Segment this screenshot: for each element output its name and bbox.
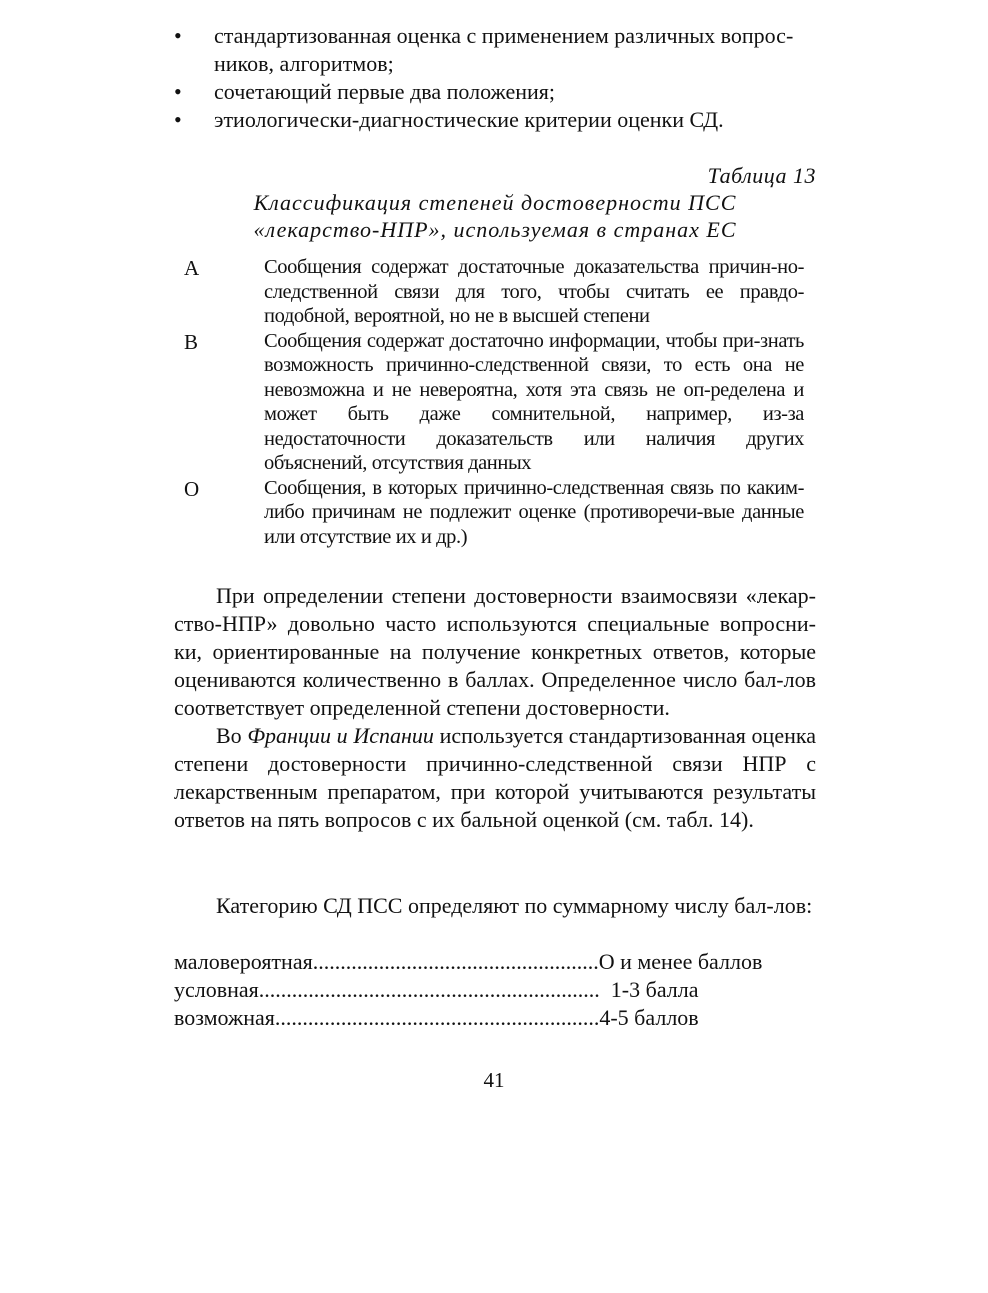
classification-table (184, 255, 804, 549)
paragraph-text: используется стандартизованная оценка степени достоверности причинно-следственной связи НПР с лекарственным препаратом, при которой учитываются результаты ответов на пять вопросов с их бальной оценкой (см. табл. 14). (174, 723, 816, 832)
table-number: Таблица 13 (707, 163, 816, 188)
score-label: условная (174, 977, 259, 1002)
score-row (174, 976, 824, 1004)
score-label: возможная (174, 1005, 275, 1030)
bullet-mark: • (174, 79, 182, 104)
paragraph-2 (174, 722, 816, 834)
class-description: Сообщения содержат достаточные доказательства причин-но-следственной связи для того, чтобы считать ее правдо-подобной, вероятной, но не в высшей степени (264, 256, 804, 327)
bullet-text: этиологически-диагностические критерии оценки СД. (214, 107, 724, 132)
paragraph-1 (174, 582, 816, 722)
score-leader-dots: ........................................................... (274, 1005, 600, 1030)
bullet-item (174, 78, 824, 106)
score-list (174, 948, 824, 1032)
bullet-mark: • (174, 23, 182, 48)
bullet-text: стандартизованная оценка с применением различных вопрос-ников, алгоритмов; (214, 23, 794, 76)
score-row (174, 1004, 824, 1032)
score-row (174, 948, 824, 976)
page-number: 41 (483, 1068, 505, 1092)
class-description: Сообщения, в которых причинно-следственная связь по каким-либо причинам не подлежит оценке (противоречи-вые данные или отсутствие их и др.) (264, 476, 804, 548)
score-value: 1-3 балла (599, 977, 699, 1002)
class-description: Сообщения содержат достаточно информации, чтобы при-знать возможность причинно-следственной связи, то есть она не невозможна и не невероятна, хотя эта связь не оп-ределена и может быть даже сомнительной, например, из-за недостаточности доказательств или наличия других объяснений, отсутствия данных (264, 329, 804, 474)
bullet-item (174, 22, 824, 78)
bullet-item (174, 106, 824, 134)
paragraph-text: Категорию СД ПСС определяют по суммарному числу бал-лов: (216, 893, 813, 918)
class-code: В (184, 329, 199, 354)
paragraph-text: Во (216, 723, 248, 748)
table-row (184, 476, 804, 550)
score-value: О и менее баллов (598, 949, 763, 974)
bullet-list (174, 22, 824, 134)
score-value: 4-5 баллов (599, 1005, 699, 1030)
bullet-mark: • (174, 107, 182, 132)
score-label: маловероятная (174, 949, 313, 974)
bullet-text: сочетающий первые два положения; (214, 79, 555, 104)
table-row (184, 255, 804, 329)
paragraph-text: При определении степени достоверности взаимосвязи «лекар-ство-НПР» довольно часто используются специальные вопросни-ки, ориентированные на получение конкретных ответов, которые оцениваются количественно в баллах. Определенное число бал-лов соответствует определенной степени достоверности. (174, 583, 816, 720)
table-row (184, 329, 804, 476)
table-title (174, 189, 816, 243)
table-title-line: Классификация степеней достоверности ПСС (253, 190, 737, 215)
score-leader-dots: .................................................... (312, 949, 599, 974)
class-code: А (184, 256, 200, 280)
emphasis-text: Франции и Испании (247, 723, 434, 748)
score-leader-dots: .............................................................. (258, 977, 600, 1002)
paragraph-3 (174, 892, 816, 920)
class-code: О (184, 476, 200, 501)
table-title-line: «лекарство-НПР», используемая в странах ЕС (253, 217, 737, 242)
